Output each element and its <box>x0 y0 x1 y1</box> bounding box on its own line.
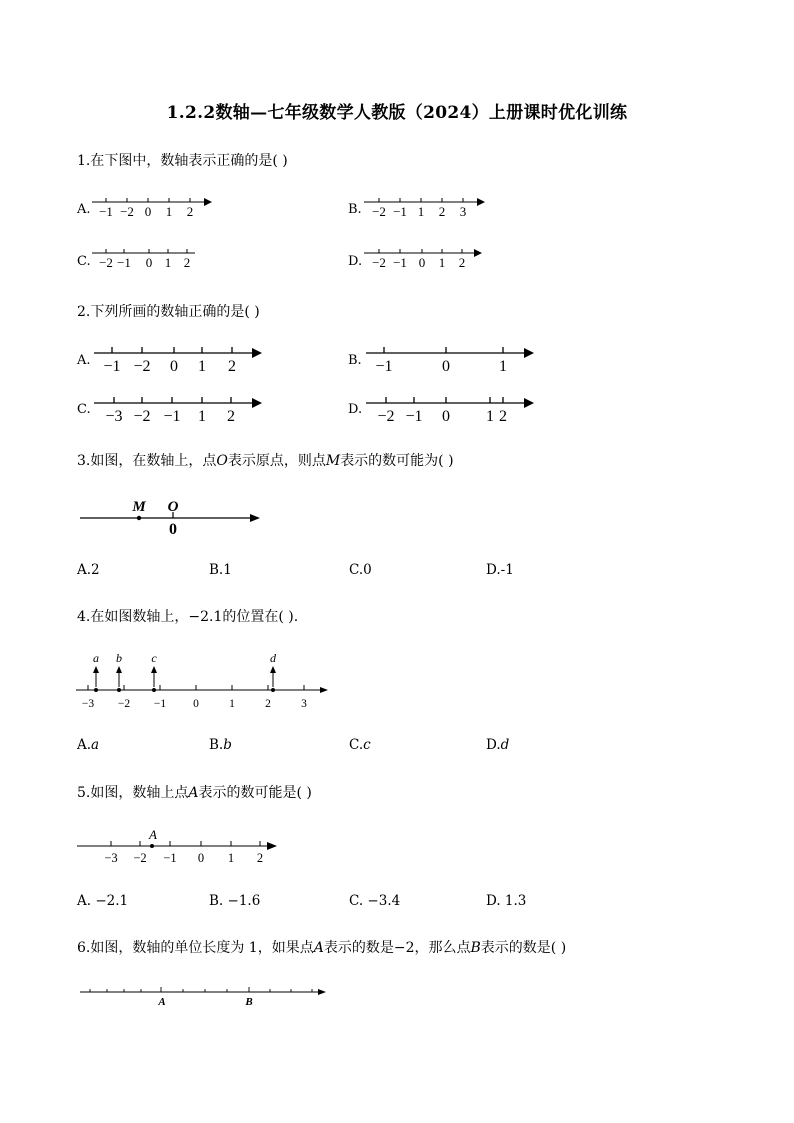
q1d-tick-label: −2 <box>372 255 386 270</box>
q4-choice-b-var: b <box>223 737 232 753</box>
q6-point-label-b: B <box>245 996 253 1008</box>
q4-tick-label: −2 <box>117 698 131 710</box>
q6-point-label-a: A <box>158 996 166 1008</box>
q1-option-d-axis <box>364 243 494 273</box>
q3-stem-var-o: O <box>216 453 228 469</box>
q2c-tick-label: −2 <box>133 408 151 425</box>
q5-tick-label: −3 <box>104 851 118 865</box>
q1-option-d-letter: D. <box>348 254 363 269</box>
q2-option-a-letter: A. <box>77 353 91 368</box>
q3-choice-d: D.-1 <box>486 562 514 578</box>
q3-stem-text: 3.如图，在数轴上，点 <box>77 453 217 469</box>
q3-stem-text: 表示原点，则点 <box>227 453 326 469</box>
q2-option-b-axis <box>366 345 546 379</box>
q2d-tick-label: −2 <box>377 408 395 425</box>
q2c-tick-label: −1 <box>163 408 181 425</box>
q6-stem-text: 6.如图，数轴的单位长度为 1，如果点 <box>77 940 314 956</box>
q1b-tick-label: −2 <box>372 204 386 219</box>
q5-stem-text: 表示的数可能是( ) <box>198 785 312 801</box>
q6-stem-text: 表示的数是( ) <box>480 940 567 956</box>
q5-tick-label: 2 <box>256 851 264 865</box>
q2d-tick-label: 2 <box>499 408 507 425</box>
question-5-stem <box>77 782 312 802</box>
q4-choice-a-prefix: A. <box>77 737 92 753</box>
q2a-tick-label: −1 <box>103 358 121 375</box>
q6-number-line <box>80 982 340 1010</box>
q4-tick-label: −3 <box>81 698 95 710</box>
q4-tick-label: 2 <box>265 698 271 710</box>
q5-tick-label: 0 <box>197 851 205 865</box>
question-1-stem: 1.在下图中，数轴表示正确的是( ) <box>77 153 288 169</box>
q1c-tick-label: 2 <box>183 255 191 270</box>
q2-option-b-letter: B. <box>348 353 362 368</box>
q4-choice-d-prefix: D. <box>486 737 501 753</box>
q6-stem-text: 表示的数是−2，那么点 <box>323 940 471 956</box>
q1c-tick-label: 1 <box>164 255 172 270</box>
page-title: 1.2.2数轴—七年级数学人教版（2024）上册课时优化训练 <box>166 103 628 123</box>
q2-option-c-letter: C. <box>77 402 91 417</box>
q2b-tick-label: 1 <box>499 358 507 375</box>
q1a-tick-label: 1 <box>165 204 173 219</box>
q4-point-label-c: c <box>151 651 157 665</box>
q4-choice-c <box>349 737 371 753</box>
q1d-tick-label: 1 <box>438 255 446 270</box>
q1b-tick-label: 3 <box>459 204 467 219</box>
q5-number-line <box>77 826 287 868</box>
q4-tick-label: 3 <box>301 698 307 710</box>
q3-label-o: O <box>167 499 179 515</box>
q2a-tick-label: 0 <box>170 358 178 375</box>
q1c-tick-label: −1 <box>117 255 131 270</box>
q3-choice-b: B.1 <box>209 562 232 578</box>
q1-option-a-axis <box>92 192 222 222</box>
q5-tick-label: 1 <box>227 851 235 865</box>
q1a-tick-label: 0 <box>144 204 152 219</box>
q6-stem-var-a: A <box>313 940 324 956</box>
q4-tick-label: 0 <box>193 698 199 710</box>
q2a-tick-label: 1 <box>198 358 206 375</box>
q2a-tick-label: 2 <box>228 358 236 375</box>
q1c-tick-label: 0 <box>145 255 153 270</box>
q2c-tick-label: 2 <box>227 408 235 425</box>
q1-option-c-axis <box>92 243 202 273</box>
q4-number-line <box>76 647 336 715</box>
q4-choice-c-prefix: C. <box>349 737 364 753</box>
q2-option-a-axis <box>94 345 274 379</box>
q3-choice-c: C.0 <box>349 562 372 578</box>
q1b-tick-label: −1 <box>393 204 407 219</box>
q5-point-label-a: A <box>149 827 157 842</box>
question-6-stem <box>77 937 566 957</box>
q2-option-d-letter: D. <box>348 402 363 417</box>
q1a-tick-label: −1 <box>99 204 113 219</box>
q3-point-m <box>137 516 141 520</box>
q4-choice-b <box>209 737 232 753</box>
q4-point-label-a: a <box>93 651 99 665</box>
q4-tick-label: 1 <box>229 698 235 710</box>
q1d-tick-label: 0 <box>418 255 426 270</box>
question-2-stem: 2.下列所画的数轴正确的是( ) <box>77 304 260 320</box>
q1a-tick-label: 2 <box>186 204 194 219</box>
q4-choice-c-var: c <box>363 737 371 753</box>
q5-stem-text: 5.如图，数轴上点 <box>77 785 189 801</box>
q2c-tick-label: −3 <box>105 408 123 425</box>
q2-option-c-axis <box>94 395 274 429</box>
question-4-stem: 4.在如图数轴上，−2.1的位置在( ). <box>77 609 299 625</box>
q2d-tick-label: 1 <box>486 408 494 425</box>
q5-choice-c: C. −3.4 <box>349 893 401 909</box>
q4-choice-b-prefix: B. <box>209 737 224 753</box>
q1-option-b-axis <box>364 192 494 222</box>
q1d-tick-label: 2 <box>458 255 466 270</box>
q4-point-label-b: b <box>116 651 122 665</box>
question-3-stem <box>77 450 454 470</box>
q4-choice-d <box>486 737 509 753</box>
q3-stem-text: 表示的数可能为( ) <box>340 453 454 469</box>
q2b-tick-label: −1 <box>375 358 393 375</box>
q2c-tick-label: 1 <box>198 408 206 425</box>
q5-choice-d: D. 1.3 <box>486 893 527 909</box>
q3-number-line <box>80 495 270 540</box>
q3-tick-zero: 0 <box>169 521 177 538</box>
q5-tick-label: −2 <box>133 851 147 865</box>
q2b-tick-label: 0 <box>442 358 450 375</box>
q2d-tick-label: −1 <box>405 408 423 425</box>
q5-stem-var-a: A <box>188 785 199 801</box>
q5-choice-a: A. −2.1 <box>77 893 129 909</box>
q1a-tick-label: −2 <box>120 204 134 219</box>
q4-choice-a <box>77 737 99 753</box>
q1b-tick-label: 2 <box>438 204 446 219</box>
q2d-tick-label: 0 <box>442 408 450 425</box>
q5-choice-b: B. −1.6 <box>209 893 261 909</box>
q1d-tick-label: −1 <box>393 255 407 270</box>
q1-option-b-letter: B. <box>348 202 362 217</box>
q1-option-c-letter: C. <box>77 254 91 269</box>
q4-choice-d-var: d <box>500 737 510 753</box>
q4-choice-a-var: a <box>91 737 100 753</box>
q5-tick-label: −1 <box>163 851 177 865</box>
q3-choice-a: A.2 <box>77 562 100 578</box>
q2-option-d-axis <box>366 395 546 429</box>
q4-tick-label: −1 <box>153 698 167 710</box>
q5-point-a <box>150 844 154 848</box>
q1b-tick-label: 1 <box>417 204 425 219</box>
q3-stem-var-m: M <box>325 453 341 469</box>
q2a-tick-label: −2 <box>133 358 151 375</box>
q4-point-label-d: d <box>270 651 276 665</box>
q1-option-a-letter: A. <box>77 202 91 217</box>
q3-label-m: M <box>132 499 146 515</box>
q1c-tick-label: −2 <box>99 255 113 270</box>
q6-stem-var-b: B <box>470 940 481 956</box>
